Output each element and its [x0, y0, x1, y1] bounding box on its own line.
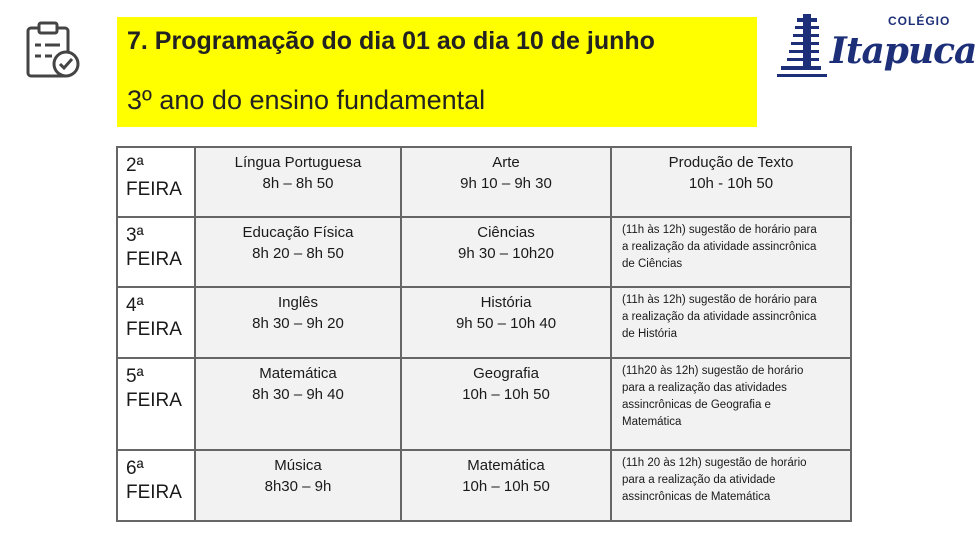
- subject-cell: Arte 9h 10 – 9h 30: [401, 147, 611, 217]
- clipboard-check-icon: [22, 18, 84, 80]
- subject-cell: Ciências 9h 30 – 10h20: [401, 217, 611, 288]
- table-row: [117, 217, 851, 288]
- page-title: 7. Programação do dia 01 ao dia 10 de junho: [127, 27, 655, 55]
- note-cell: (11h às 12h) sugestão de horário para a realização da atividade assincrônica de Ciências: [611, 217, 851, 288]
- table-row: [117, 287, 851, 358]
- day-cell: 3ª FEIRA: [117, 217, 195, 288]
- note-cell: (11h 20 às 12h) sugestão de horário para a realização da atividade assincrônicas de Matemática: [611, 450, 851, 521]
- page-subtitle: 3º ano do ensino fundamental: [127, 85, 486, 115]
- day-cell: 6ª FEIRA: [117, 450, 195, 521]
- note-cell: (11h às 12h) sugestão de horário para a realização da atividade assincrônica de História: [611, 287, 851, 358]
- subject-cell: História 9h 50 – 10h 40: [401, 287, 611, 358]
- title-banner: [117, 17, 757, 127]
- table-row: [117, 358, 851, 450]
- subject-cell: Matemática 10h – 10h 50: [401, 450, 611, 521]
- logo-brand: Itapuca: [830, 30, 976, 72]
- subject-cell: Música 8h30 – 9h: [195, 450, 401, 521]
- schedule-table: [116, 146, 852, 522]
- subject-cell: Inglês 8h 30 – 9h 20: [195, 287, 401, 358]
- day-cell: 4ª FEIRA: [117, 287, 195, 358]
- day-cell: 2ª FEIRA: [117, 147, 195, 217]
- day-cell: 5ª FEIRA: [117, 358, 195, 450]
- subject-cell: Educação Física 8h 20 – 8h 50: [195, 217, 401, 288]
- subject-cell: Geografia 10h – 10h 50: [401, 358, 611, 450]
- subject-cell: Língua Portuguesa 8h – 8h 50: [195, 147, 401, 217]
- subject-cell: Matemática 8h 30 – 9h 40: [195, 358, 401, 450]
- table-row: [117, 450, 851, 521]
- table-row: [117, 147, 851, 217]
- logo-school-word: COLÉGIO: [888, 14, 951, 28]
- note-cell: (11h20 às 12h) sugestão de horário para a realização das atividades assincrônicas de Geografia e Matemática: [611, 358, 851, 450]
- subject-cell: Produção de Texto 10h - 10h 50: [611, 147, 851, 217]
